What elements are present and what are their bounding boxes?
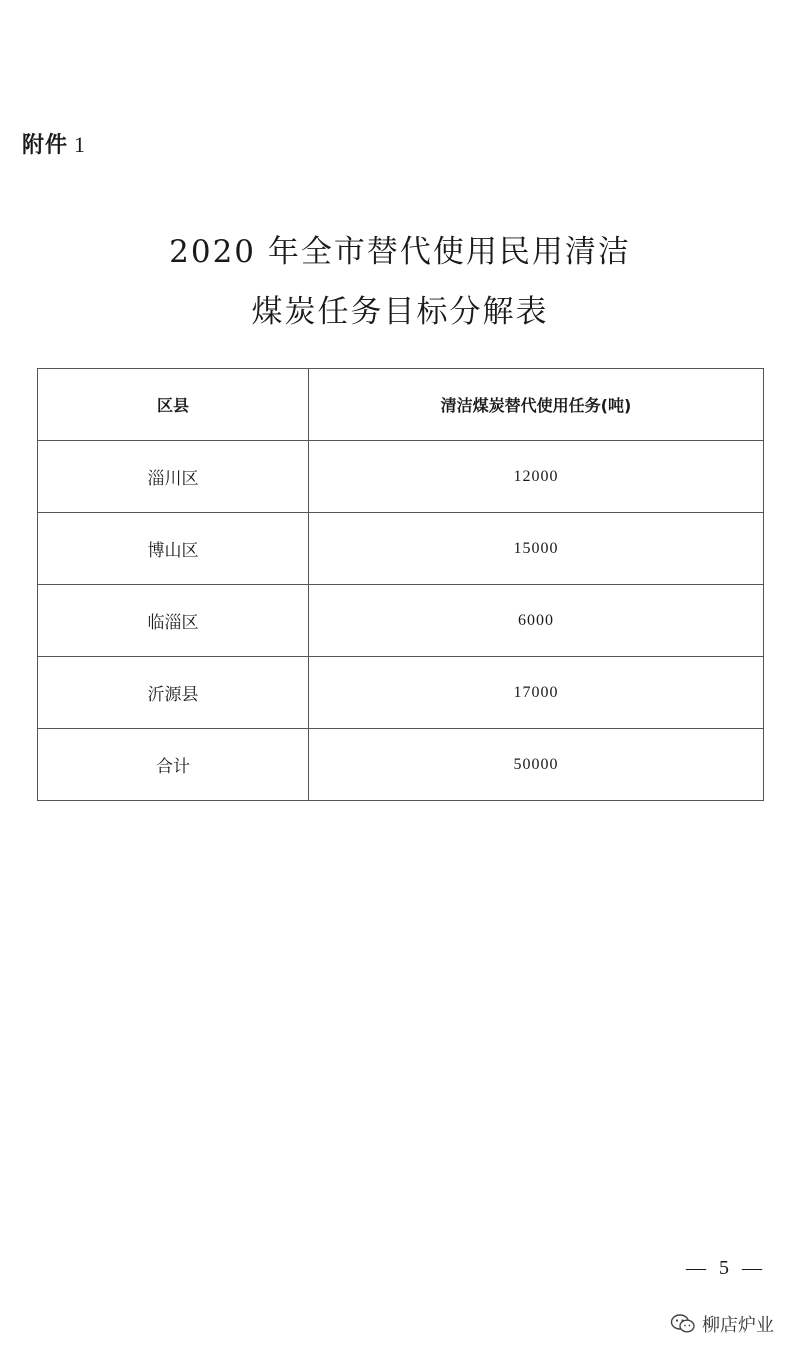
total-label-cell: 合计	[38, 729, 309, 801]
wechat-icon	[670, 1313, 696, 1335]
document-title-line-1: 2020 年全市替代使用民用清洁	[169, 234, 631, 270]
county-cell: 临淄区	[38, 585, 309, 657]
column-header-county: 区县	[38, 369, 309, 441]
table-row	[38, 513, 764, 585]
county-cell: 博山区	[38, 513, 309, 585]
table-row	[38, 441, 764, 513]
watermark-text: 柳店炉业	[702, 1315, 774, 1336]
document-title-line-2: 煤炭任务目标分解表	[251, 294, 549, 330]
table-header-row	[38, 369, 764, 441]
attachment-label	[22, 128, 86, 159]
target-breakdown-table	[37, 368, 764, 801]
table-row-total	[38, 729, 764, 801]
table-row	[38, 657, 764, 729]
attachment-label-text: 附件	[22, 133, 69, 158]
task-value-cell: 6000	[309, 585, 764, 657]
task-value-cell: 12000	[309, 441, 764, 513]
attachment-number: 1	[74, 132, 87, 157]
task-value-cell: 15000	[309, 513, 764, 585]
task-value-cell: 17000	[309, 657, 764, 729]
page-number: — 5 —	[686, 1257, 766, 1279]
column-header-task: 清洁煤炭替代使用任务(吨)	[309, 369, 764, 441]
total-value-cell: 50000	[309, 729, 764, 801]
table-row	[38, 585, 764, 657]
watermark	[670, 1311, 774, 1337]
county-cell: 淄川区	[38, 441, 309, 513]
county-cell: 沂源县	[38, 657, 309, 729]
